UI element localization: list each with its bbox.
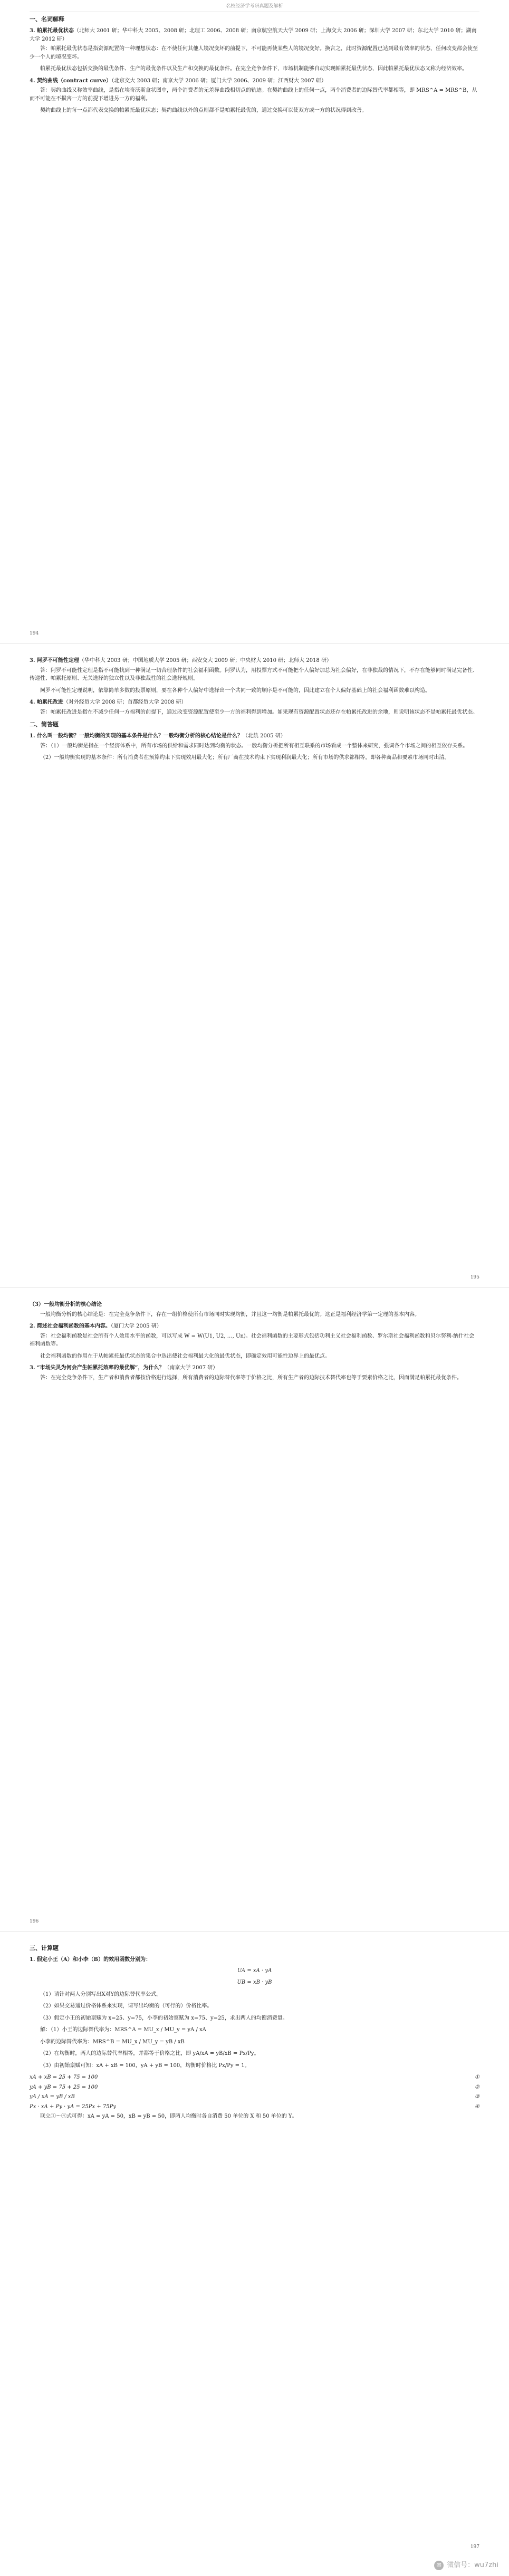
document-page-2 <box>0 644 509 1288</box>
section-title: 三、计算题 <box>30 1945 59 1952</box>
entry-title: 3. 阿罗不可能性定理（华中科大 2003 研；中国地质大学 2005 研；西安交大 2009 研；中央财大 2010 研；北师大 2018 研） <box>30 658 332 664</box>
paragraph: 社会福利函数的作用在于从帕累托最优状态的集合中选出使社会福利最大化的最优状态，即确定效用可能性边界上的最优点。 <box>40 1353 330 1359</box>
paragraph: （2）一般均衡实现的基本条件：所有消费者在预算约束下实现效用最大化；所有厂商在技术约束下实现利润最大化；所有市场的供求都相等，即各种商品和要素市场同时出清。 <box>40 755 450 761</box>
paragraph: 答：（1）一般均衡是指在一个经济体系中，所有市场的供给和需求同时达到均衡的状态。一般均衡分析把所有相互联系的市场看成一个整体来研究，强调各个市场之间的相互依存关系。 <box>40 743 468 749</box>
entry-title: 3. 帕累托最优状态（北师大 2001 研；华中科大 2005、2008 研；北理工 2006、2008 研；南京航空航天大学 2009 研；上海交大 2006 研；深圳大学 2007 研；东北大学 2010 研；湖南大学 2012 研） <box>30 28 477 42</box>
answer-line: 小李的边际替代率为：MRS^B = MU_x / MU_y = yB / xB <box>40 2039 185 2045</box>
paragraph: 一般均衡分析的核心结论是：在完全竞争条件下，存在一组价格使所有市场同时实现均衡，并且这一均衡是帕累托最优的。这正是福利经济学第一定理的基本内容。 <box>40 1311 420 1318</box>
entry-title: （3）一般均衡分析的核心结论 <box>30 1302 102 1308</box>
entry-title: 4. 帕累托改进（对外经贸大学 2008 研；首都经贸大学 2008 研） <box>30 699 187 705</box>
wechat-watermark <box>434 2560 498 2571</box>
page-number: 196 <box>30 1919 39 1924</box>
running-header: 名校经济学考研真题及解析 <box>30 3 479 12</box>
paragraph: 答：阿罗不可能性定理是指不可能找到一种满足一切合理条件的社会福利函数。阿罗认为，用投票方式不可能把个人偏好加总为社会偏好，在非独裁的情况下，不存在能够同时满足完备性、传递性、帕累托原则、无关选择的独立性以及非独裁性的社会选择规则。 <box>30 667 478 681</box>
numbered-equation: yA + yB = 75 + 25 = 100 ② <box>30 2084 479 2090</box>
question-title: 2. 简述社会福利函数的基本内容。（厦门大学 2005 研） <box>30 1323 162 1329</box>
paragraph: （2）如果交易通过价格体系来实现，请写出均衡的（可行的）价格比率。 <box>40 2003 213 2010</box>
numbered-equation: yA / xA = yB / xB ③ <box>30 2094 479 2100</box>
paragraph: （3）假定小王的初始禀赋为 x=25、y=75，小李的初始禀赋为 x=75、y=25，求出两人的均衡消费量。 <box>40 2015 288 2021</box>
page-number: 194 <box>30 631 39 636</box>
paragraph: 答：在完全竞争条件下，生产者和消费者都按价格进行选择，所有消费者的边际替代率等于价格之比，所有生产者的边际技术替代率也等于要素价格之比，因而满足帕累托最优条件。 <box>40 1374 462 1381</box>
equation: UA = xA · yA <box>237 1967 272 1974</box>
answer-line: （2）在均衡时，两人的边际替代率相等，并都等于价格之比，即 yA/xA = yB/xB = Px/Py。 <box>40 2051 260 2057</box>
page-number: 197 <box>470 2544 479 2550</box>
answer-line: （3）由初始禀赋可知：xA + xB = 100，yA + yB = 100，均衡时价格比 Px/Py = 1。 <box>40 2062 250 2069</box>
paragraph: 契约曲线上的每一点都代表交换的帕累托最优状态；契约曲线以外的点则都不是帕累托最优的，通过交换可以使双方或一方的状况得到改善。 <box>40 108 367 114</box>
wechat-icon: ✉ <box>434 2561 444 2570</box>
question-title: 1. 假定小王（A）和小李（B）的效用函数分别为： <box>30 1957 151 1963</box>
paragraph: 答：社会福利函数是社会所有个人效用水平的函数，可以写成 W = W(U1, U2, …, Un)。社会福利函数的主要形式包括功利主义社会福利函数、罗尔斯社会福利函数和贝尔努利-纳什社会福利函数等。 <box>30 1333 475 1347</box>
entry-title: 4. 契约曲线（contract curve）（北京交大 2003 研；南京大学 2006 研；厦门大学 2006、2009 研；江西财大 2007 研） <box>30 78 326 84</box>
watermark-text: 微信号：wu7zhi <box>447 2561 498 2569</box>
answer-line: 解：（1）小王的边际替代率为：MRS^A = MU_x / MU_y = yA / xA <box>40 2027 206 2033</box>
paragraph: （1）请针对两人分别写出X对Y的边际替代率公式。 <box>40 1991 162 1997</box>
page-number: 195 <box>470 1275 479 1280</box>
document-page-1 <box>0 0 509 644</box>
section-title: 二、简答题 <box>30 721 59 728</box>
paragraph: 帕累托最优状态包括交换的最优条件、生产的最优条件以及生产和交换的最优条件。在完全竞争条件下，市场机制能够自动实现帕累托最优状态，因此帕累托最优状态又称为经济效率。 <box>40 66 467 72</box>
section-title: 一、名词解释 <box>30 16 64 23</box>
document-page-3 <box>0 1288 509 1932</box>
paragraph: 答：帕累托最优状态是指资源配置的一种理想状态：在不使任何其他人境况变坏的前提下，不可能再使某些人的境况变好。换言之，此时资源配置已达到最有效率的状态，任何改变都会使至少一个人的境况变坏。 <box>30 46 478 60</box>
numbered-equation: xA + xB = 25 + 75 = 100 ① <box>30 2074 479 2081</box>
numbered-equation: Px · xA + Py · yA = 25Px + 75Py ④ <box>30 2103 479 2110</box>
question-title: 1. 什么叫一般均衡？一般均衡的实现的基本条件是什么？一般均衡分析的核心结论是什么？（北航 2005 研） <box>30 733 286 739</box>
question-title: 3. “市场失灵为何会产生帕累托效率的最优解”，为什么？（南京大学 2007 研） <box>30 1365 218 1371</box>
equation: UB = xB · yB <box>237 1979 272 1986</box>
paragraph: 联立①～④式可得：xA = yA = 50，xB = yB = 50，即两人均衡时各自消费 50 单位的 X 和 50 单位的 Y。 <box>40 2113 297 2120</box>
paragraph: 答：帕累托改进是指在不减少任何一方福利的前提下，通过改变资源配置使至少一方的福利得到增加。如果现有资源配置状态还存在帕累托改进的余地，则说明该状态不是帕累托最优状态。 <box>40 709 478 715</box>
paragraph: 阿罗不可能性定理说明，依靠简单多数的投票原则，要在各种个人偏好中选择出一个共同一致的顺序是不可能的，因此建立在个人偏好基础上的社会福利函数难以构造。 <box>40 687 430 694</box>
paragraph: 答：契约曲线又称效率曲线，是指在埃奇沃斯盒状图中，两个消费者的无差异曲线相切点的轨迹。在契约曲线上的任何一点，两个消费者的边际替代率都相等，即 MRS^A = MRS^B，从而不可能在不损害一方的前提下增进另一方的福利。 <box>30 88 477 102</box>
document-page-4 <box>0 1932 509 2576</box>
